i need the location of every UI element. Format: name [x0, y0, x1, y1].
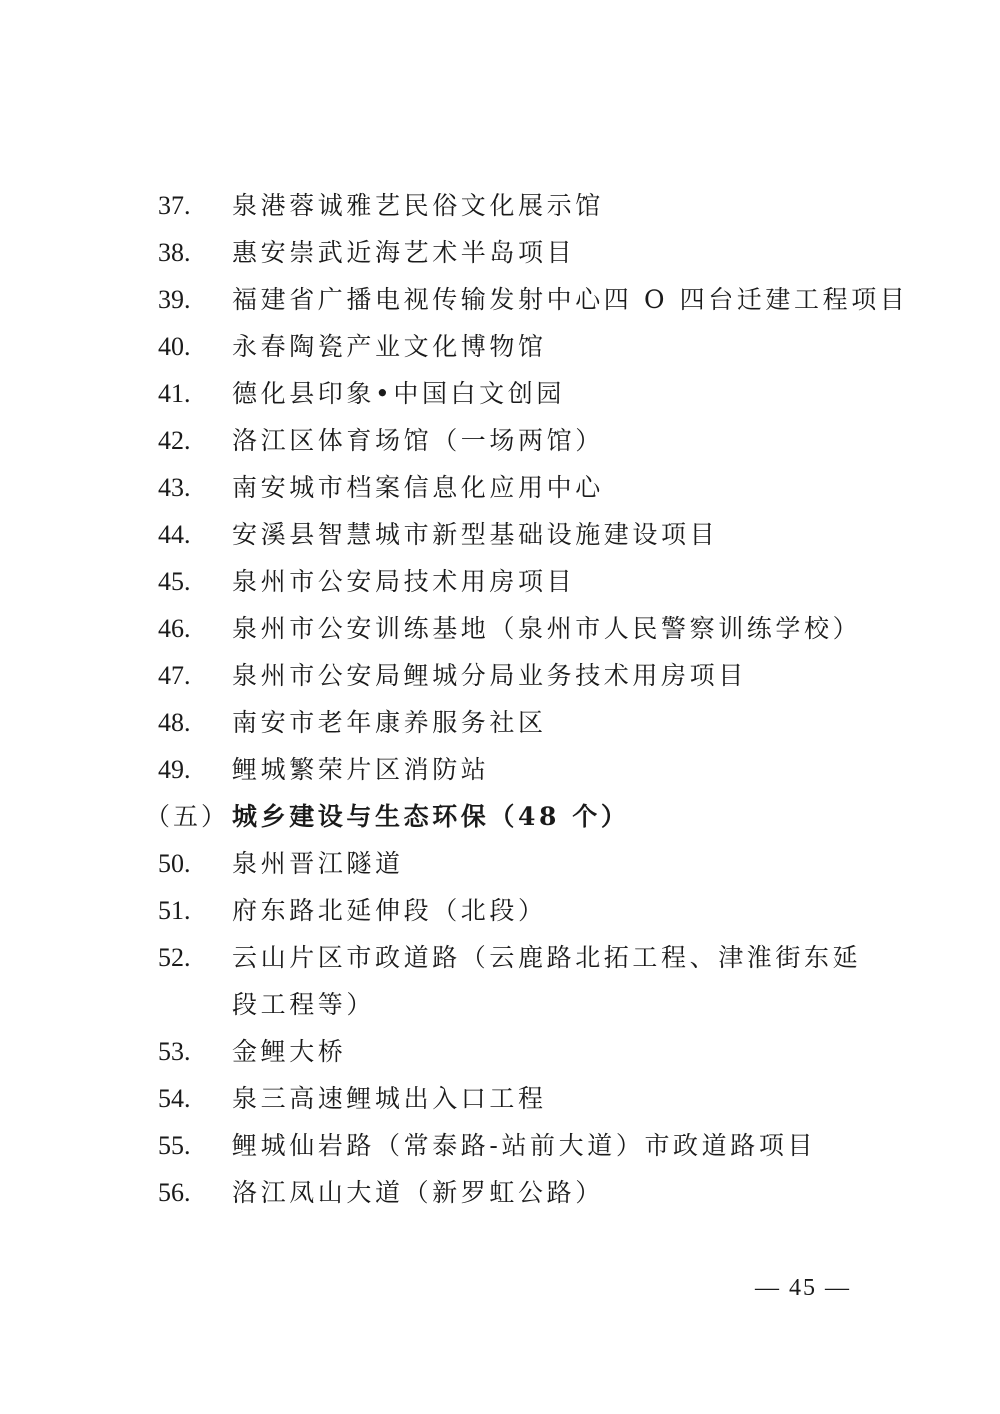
item-text: 洛江区体育场馆（一场两馆）	[232, 426, 604, 455]
item-text: 德化县印象•中国白文创园	[232, 379, 565, 408]
item-number: 48.	[158, 708, 191, 737]
list-item	[0, 605, 1000, 652]
item-text: 永春陶瓷产业文化博物馆	[232, 332, 547, 361]
item-number: 45.	[158, 567, 191, 596]
item-text: 府东路北延伸段（北段）	[232, 896, 547, 925]
item-text: 泉州市公安训练基地（泉州市人民警察训练学校）	[232, 614, 862, 643]
item-text: 泉州市公安局鲤城分局业务技术用房项目	[232, 661, 747, 690]
item-text: 金鲤大桥	[232, 1037, 347, 1066]
item-number: 44.	[158, 520, 191, 549]
page-number: — 45 —	[755, 1275, 851, 1301]
list-item	[0, 699, 1000, 746]
item-number: 38.	[158, 238, 191, 267]
list-item	[0, 887, 1000, 934]
list-item	[0, 558, 1000, 605]
item-number: 49.	[158, 755, 191, 784]
item-number: 41.	[158, 379, 191, 408]
item-text: 泉三高速鲤城出入口工程	[232, 1084, 547, 1113]
item-number: 53.	[158, 1037, 191, 1066]
list-item	[0, 370, 1000, 417]
list-item	[0, 323, 1000, 370]
list-item	[0, 1169, 1000, 1216]
list-item	[0, 229, 1000, 276]
list-item	[0, 417, 1000, 464]
item-number: 42.	[158, 426, 191, 455]
list-item	[0, 511, 1000, 558]
item-text: 南安市老年康养服务社区	[232, 708, 547, 737]
item-number: 47.	[158, 661, 191, 690]
list-item	[0, 746, 1000, 793]
item-number: 50.	[158, 849, 191, 878]
section-number: （五）	[145, 802, 230, 831]
item-number: 37.	[158, 191, 191, 220]
list-item	[0, 182, 1000, 229]
list-item	[0, 276, 1000, 323]
item-text: 福建省广播电视传输发射中心四 O 四台迁建工程项目	[232, 285, 909, 314]
item-text: 鲤城繁荣片区消防站	[232, 755, 490, 784]
item-text: 泉港蓉诚雅艺民俗文化展示馆	[232, 191, 604, 220]
item-number: 43.	[158, 473, 191, 502]
list-item	[0, 840, 1000, 887]
item-number: 40.	[158, 332, 191, 361]
list-item	[0, 652, 1000, 699]
list-item	[0, 1028, 1000, 1075]
item-number: 46.	[158, 614, 191, 643]
section-title: 城乡建设与生态环保（48 个）	[232, 802, 630, 831]
item-text: 洛江凤山大道（新罗虹公路）	[232, 1178, 604, 1207]
section-heading	[0, 793, 1000, 840]
item-text: 南安城市档案信息化应用中心	[232, 473, 604, 502]
item-number: 52.	[158, 943, 191, 972]
item-text: 泉州市公安局技术用房项目	[232, 567, 576, 596]
list-item	[0, 1075, 1000, 1122]
item-number: 39.	[158, 285, 191, 314]
item-text: 泉州晋江隧道	[232, 849, 404, 878]
project-list	[0, 182, 1000, 1216]
list-item	[0, 1122, 1000, 1169]
item-text: 鲤城仙岩路（常泰路-站前大道）市政道路项目	[232, 1131, 817, 1160]
item-number: 51.	[158, 896, 191, 925]
list-item	[0, 934, 1000, 1028]
item-number: 55.	[158, 1131, 191, 1160]
item-text: 惠安崇武近海艺术半岛项目	[232, 238, 576, 267]
list-item	[0, 464, 1000, 511]
item-number: 54.	[158, 1084, 191, 1113]
item-number: 56.	[158, 1178, 191, 1207]
item-text: 安溪县智慧城市新型基础设施建设项目	[232, 520, 719, 549]
item-text: 云山片区市政道路（云鹿路北拓工程、津淮街东延段工程等）	[232, 943, 862, 1019]
